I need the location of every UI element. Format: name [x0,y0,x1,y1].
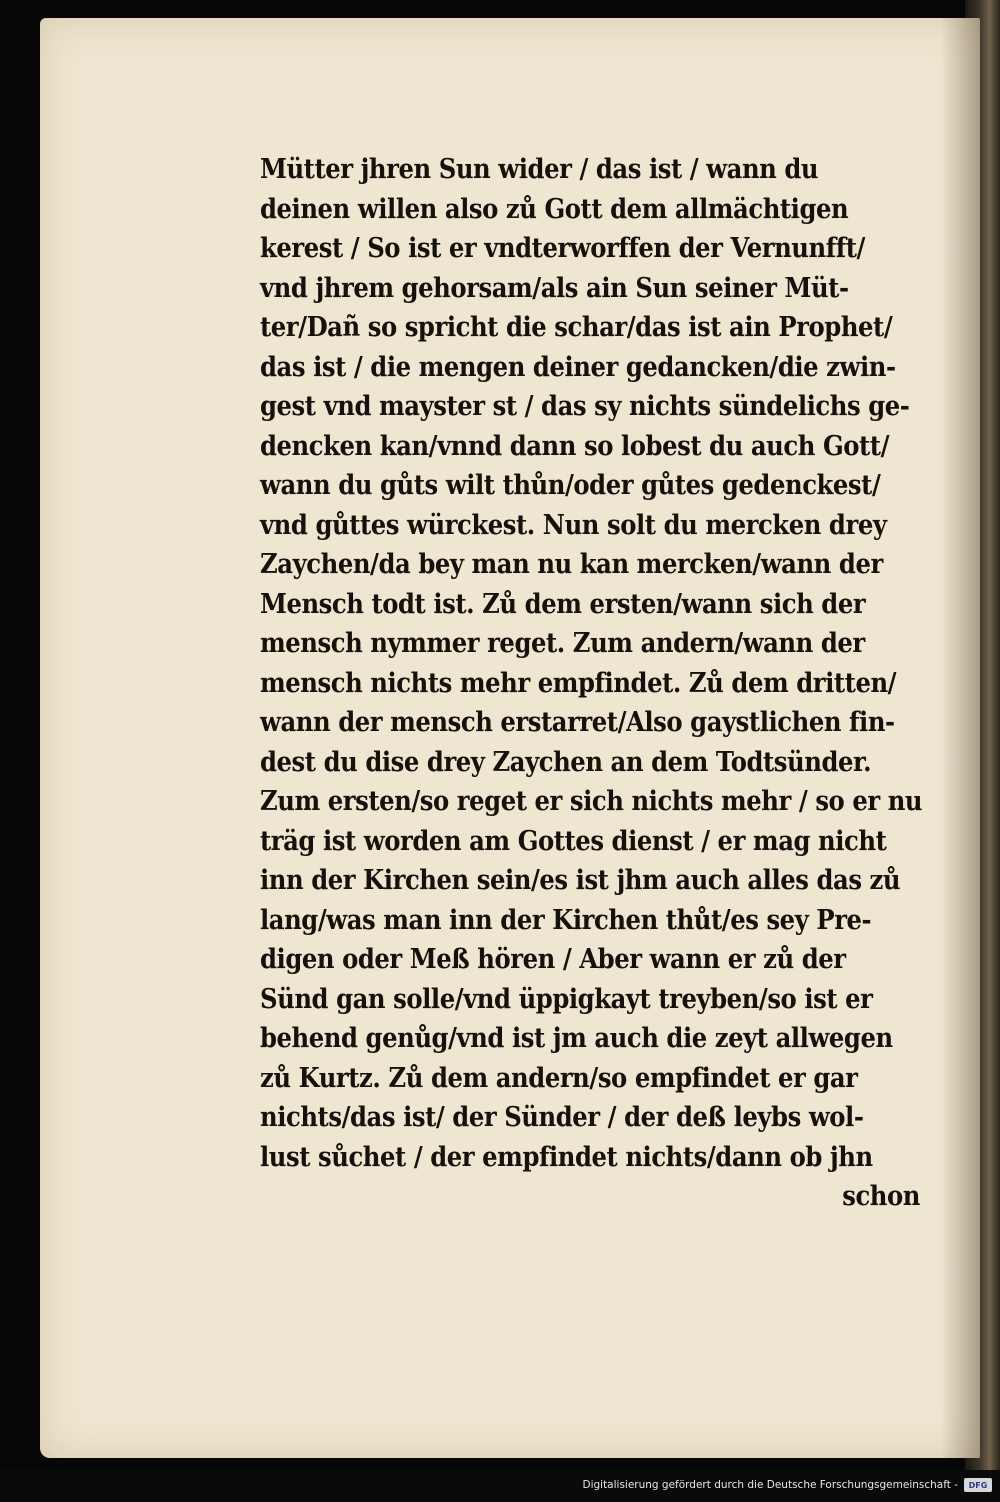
text-line: digen oder Meß hören / Aber wann er zů der [260,944,846,975]
text-line: vnd jhrem gehorsam/als ain Sun seiner Müt- [260,272,849,304]
text-line: dest du dise drey Zaychen an dem Todtsünder. [260,746,872,778]
text-line: das ist / die mengen deiner gedancken/die zwin- [260,351,896,383]
text-line: Zum ersten/so reget er sich nichts mehr / so er nu [260,786,923,817]
text-line: wann der mensch erstarret/Also gaystlichen fin- [260,707,895,738]
text-line: kerest / So ist er vndterworffen der Vernunfft/ [260,233,865,264]
dfg-logo-icon: DFG [964,1478,992,1492]
text-line: nichts/das ist/ der Sünder / der deß leybs wol- [260,1102,864,1133]
text-line: Mensch todt ist. Zů dem ersten/wann sich der [260,588,866,620]
text-line: mensch nymmer reget. Zum andern/wann der [260,628,865,659]
text-line: dencken kan/vnnd dann so lobest du auch Gott/ [260,430,890,462]
text-line: lust sůchet / der empfindet nichts/dann ob jhn [260,1141,873,1173]
text-line: deinen willen also zů Gott dem allmächtigen [260,193,849,225]
digitization-footer [0,1470,1000,1502]
text-line: wann du gůts wilt thůn/oder gůtes gedenckest/ [260,470,881,501]
text-line: Zaychen/da bey man nu kan mercken/wann der [260,549,883,580]
text-line: ter/Dañ so spricht die schar/das ist ain Prophet/ [260,312,893,343]
text-line: zů Kurtz. Zů dem andern/so empfindet er gar [260,1062,858,1094]
page-text-block [260,150,923,1217]
text-line: inn der Kirchen sein/es ist jhm auch alles das zů [260,865,901,896]
text-line: gest vnd mayster st / das sy nichts sündelichs ge- [260,391,910,422]
text-line: Sünd gan solle/vnd üppigkayt treyben/so ist er [260,983,873,1015]
text-line: lang/was man inn der Kirchen thůt/es sey Pre- [260,904,872,936]
catchword: schon [842,1181,920,1212]
text-line: träg ist worden am Gottes dienst / er mag nicht [260,825,887,857]
funding-credit: Digitalisierung gefördert durch die Deutsche Forschungsgemeinschaft - [582,1479,958,1491]
text-line: vnd gůttes würckest. Nun solt du mercken drey [260,509,887,541]
text-line: behend genůg/vnd ist jm auch die zeyt allwegen [260,1023,893,1054]
text-line: mensch nichts mehr empfindet. Zů dem dritten/ [260,667,897,699]
text-line: Mütter jhren Sun wider / das ist / wann du [260,154,819,185]
page-gutter-shadow [940,18,980,1458]
